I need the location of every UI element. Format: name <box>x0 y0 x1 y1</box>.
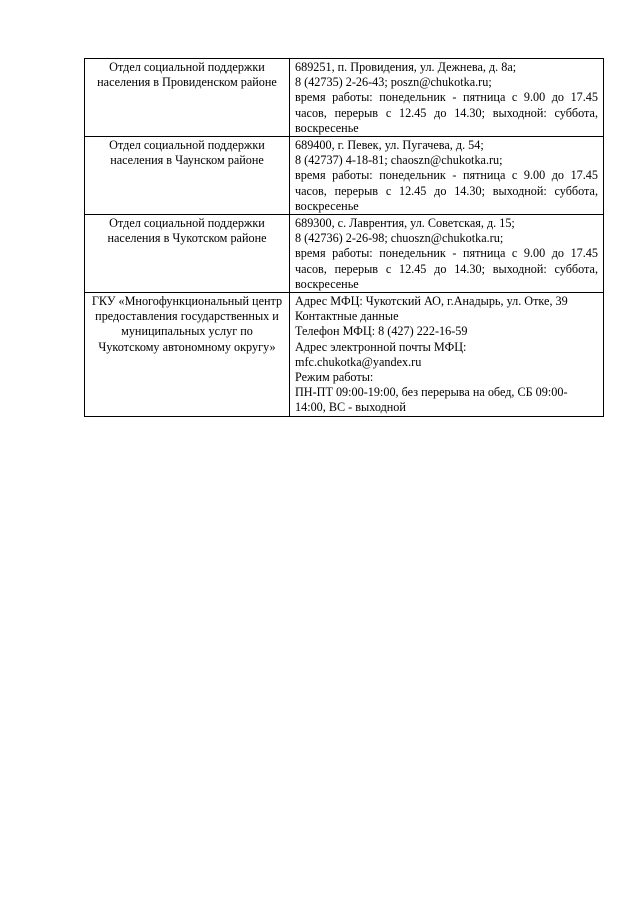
address-text: 689400, г. Певек, ул. Пугачева, д. 54; <box>295 138 484 153</box>
contact-info-cell <box>290 293 604 417</box>
table-row <box>85 137 604 215</box>
mfc-phone-text: Телефон МФЦ: 8 (427) 222-16-59 <box>295 324 468 339</box>
mfc-contacts-heading: Контактные данные <box>295 309 399 324</box>
contacts-table <box>84 58 604 417</box>
contact-info-cell <box>290 215 604 293</box>
phone-email-text: 8 (42736) 2-26-98; chuoszn@chukotka.ru; <box>295 231 504 246</box>
organization-cell: ГКУ «Многофункциональный центр предоставления государственных и муниципальных услуг по Чукотскому автономному округу» <box>85 293 290 417</box>
working-hours-text: время работы: понедельник - пятница с 9.00 до 17.45 часов, перерыв с 12.45 до 14.30; выходной: суббота, воскресенье <box>295 90 598 135</box>
mfc-schedule-text: ПН-ПТ 09:00-19:00, без перерыва на обед, СБ 09:00-14:00, ВС - выходной <box>295 385 568 415</box>
mfc-schedule-label: Режим работы: <box>295 370 374 385</box>
address-text: 689251, п. Провидения, ул. Дежнева, д. 8а; <box>295 60 517 74</box>
table-row <box>85 59 604 137</box>
address-text: 689300, с. Лаврентия, ул. Советская, д. 15; <box>295 216 515 231</box>
organization-cell: Отдел социальной поддержки населения в Чукотском районе <box>85 215 290 293</box>
mfc-email-text: mfc.chukotka@yandex.ru <box>295 354 422 369</box>
mfc-email-label: Адрес электронной почты МФЦ: <box>295 339 467 354</box>
table-row <box>85 215 604 293</box>
contact-info-cell <box>290 137 604 215</box>
table-row-mfc <box>85 293 604 417</box>
phone-email-text: 8 (42737) 4-18-81; chaoszn@chukotka.ru; <box>295 153 503 168</box>
organization-cell: Отдел социальной поддержки населения в Провиденском районе <box>85 59 290 137</box>
contact-info-cell <box>290 59 604 137</box>
organization-cell: Отдел социальной поддержки населения в Чаунском районе <box>85 137 290 215</box>
phone-email-text: 8 (42735) 2-26-43; poszn@chukotka.ru; <box>295 75 492 90</box>
working-hours-text: время работы: понедельник - пятница с 9.00 до 17.45 часов, перерыв с 12.45 до 14.30; выходной: суббота, воскресенье <box>295 168 598 213</box>
mfc-address-text: Адрес МФЦ: Чукотский АО, г.Анадырь, ул. Отке, 39 <box>295 294 568 309</box>
working-hours-text: время работы: понедельник - пятница с 9.00 до 17.45 часов, перерыв с 12.45 до 14.30; выходной: суббота, воскресенье <box>295 246 598 291</box>
